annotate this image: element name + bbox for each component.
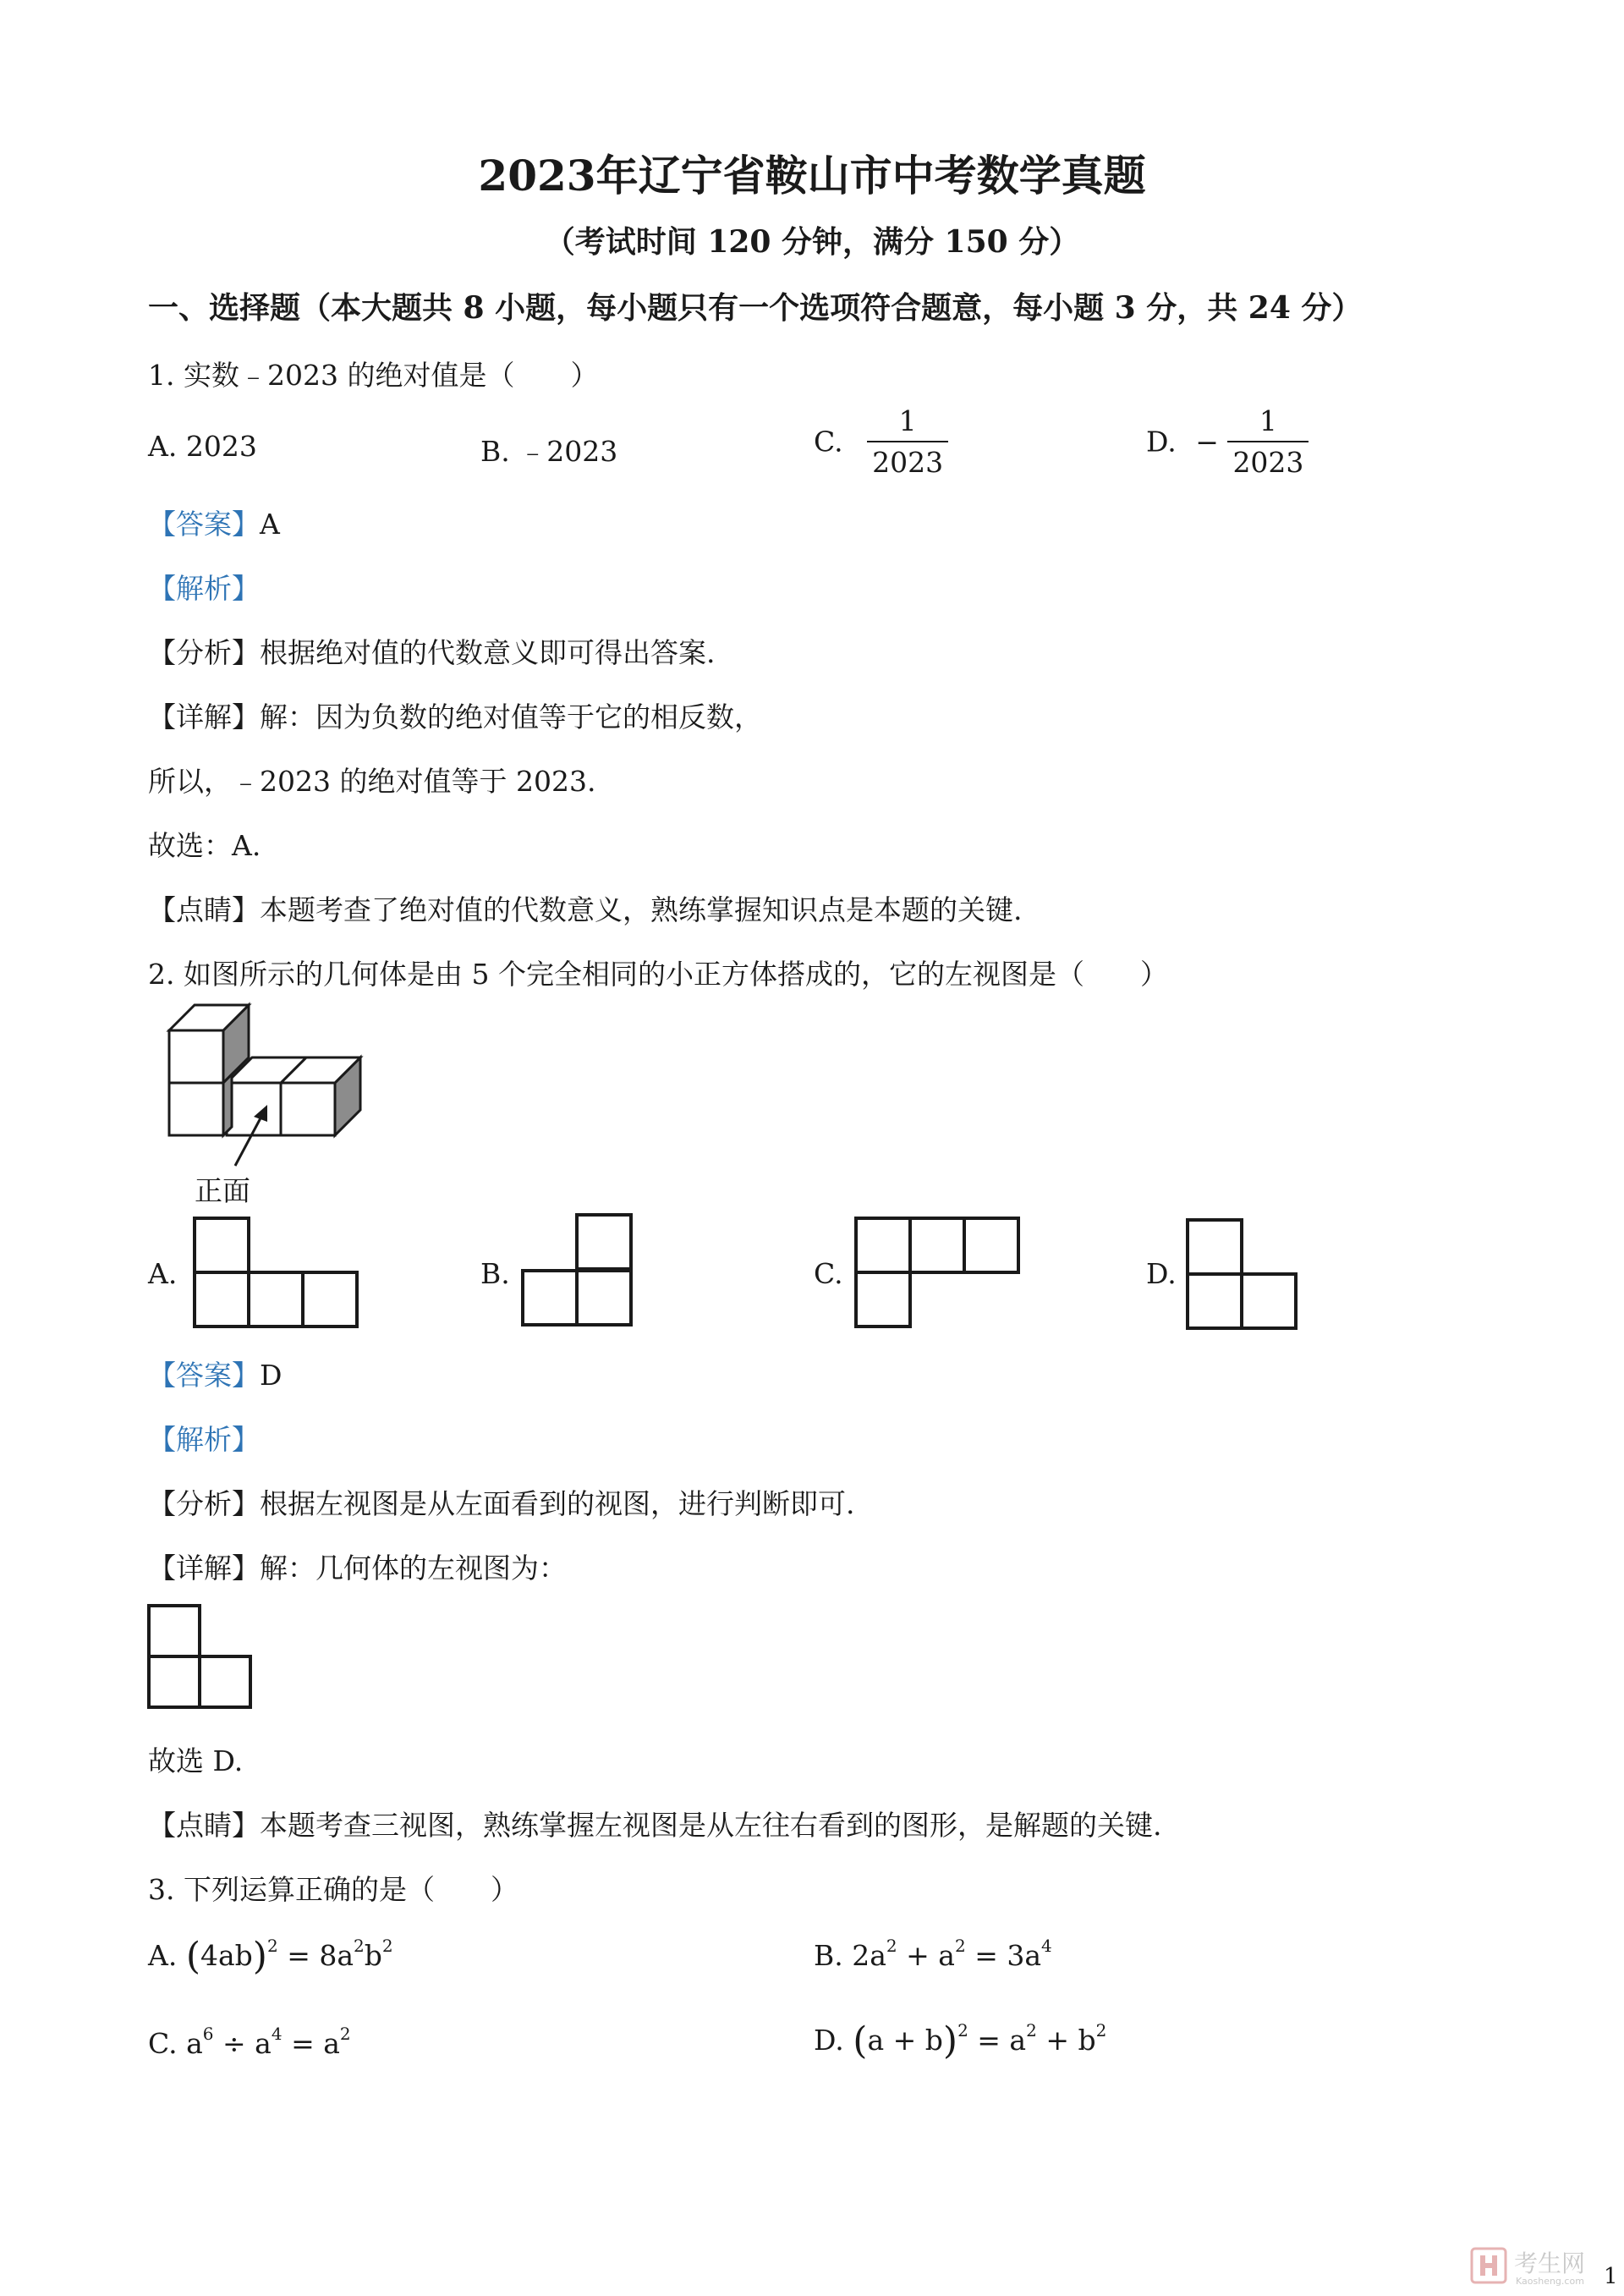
page-subtitle: （考试时间 120 分钟，满分 150 分） (544, 224, 1080, 260)
q3-option-a: A. $(4ab)^2 = 8a^2b^2$ (148, 1935, 393, 1978)
q1-xiangjie-text: 解：因为负数的绝对值等于它的相反数， (260, 700, 762, 733)
q3-option-b (814, 1936, 1052, 1972)
q3-option-d-exp: 2 (957, 2020, 968, 2041)
q1-stem: 1. 实数﹣2023 的绝对值是（ ） (148, 359, 599, 392)
q1-answer-value: A (260, 508, 280, 541)
q2-dianjing-tag: 【点睛】 (148, 1809, 260, 1842)
q1-option-b-text: ﹣2023 (518, 435, 618, 468)
q1-option-c-fraction (867, 404, 948, 479)
q2-option-c-label: C. (814, 1257, 843, 1290)
q3-option-a-lhs: 4ab (200, 1939, 253, 1972)
q3-option-d-label: D. (814, 2024, 844, 2057)
q3-option-b-t3: = 3a (974, 1939, 1042, 1972)
q3-stem: 3. 下列运算正确的是（ ） (148, 1873, 518, 1906)
q2-option-a-label: A. (148, 1257, 178, 1290)
cube-top-front (169, 1030, 223, 1083)
q2-answer-tag: 【答案】 (148, 1359, 260, 1392)
q3-option-d: D. $(a + b)^2 = a^2 + b^2$ (814, 2019, 1107, 2063)
q2-choice-line: 故选 D. (148, 1744, 244, 1777)
q2-answer-value: D (260, 1359, 283, 1392)
q2-option-d-label: D. (1146, 1257, 1177, 1290)
page-title: 2023年辽宁省鞍山市中考数学真题 (478, 151, 1146, 200)
q3-option-d-e2: 2 (1026, 2020, 1037, 2041)
q2-fenxi-tag: 【分析】 (148, 1487, 260, 1520)
q2-dianjing (148, 1804, 1162, 1843)
q2-answer (148, 1354, 282, 1393)
q3-option-b-e1: 2 (886, 1936, 897, 1956)
q2-xiangjie-tag: 【详解】 (148, 1552, 260, 1585)
q3-option-b-label: B. (814, 1939, 843, 1972)
q3-option-d-t2: = a (977, 2024, 1027, 2057)
q1-fenxi-tag: 【分析】 (148, 636, 260, 669)
q1-option-a (148, 430, 257, 463)
cube-middle-front (227, 1083, 281, 1135)
q3-option-a-exp: 2 (266, 1936, 278, 1956)
q1-option-a-text: 2023 (185, 430, 257, 463)
q1-answer (148, 503, 280, 542)
q2-fenxi (148, 1482, 855, 1522)
q2-option-b-label: B. (480, 1257, 510, 1290)
q1-option-c-denominator: 2023 (867, 441, 948, 479)
cube-left-front (169, 1083, 223, 1135)
q1-xiangjie-tag: 【详解】 (148, 700, 260, 733)
q3-option-d-t3: + b (1045, 2024, 1096, 2057)
q3-option-c-label: C. (148, 2027, 178, 2060)
section-heading: 一、选择题（本大题共 8 小题，每小题只有一个选项符合题意，每小题 3 分，共 24 分） (148, 290, 1363, 326)
q1-option-b (480, 430, 617, 470)
q1-xiangjie (148, 695, 762, 735)
q1-option-d-fraction (1227, 404, 1309, 479)
q1-option-d-numerator: 1 (1259, 404, 1277, 437)
q3-option-a-label: A. (148, 1939, 178, 1972)
watermark-text: 考生网 (1514, 2249, 1586, 2277)
q3-option-c-t3: = a (291, 2027, 340, 2060)
q2-dianjing-text: 本题考查三视图，熟练掌握左视图是从左往右看到的图形，是解题的关键. (260, 1809, 1162, 1842)
q1-jiexi: 【解析】 (148, 572, 260, 605)
q1-option-b-label: B. (480, 435, 510, 468)
q1-dianjing-text: 本题考查了绝对值的代数意义，熟练掌握知识点是本题的关键. (260, 893, 1023, 926)
watermark-logo-icon (1470, 2247, 1507, 2284)
q3-option-c-e1: 6 (202, 2024, 214, 2044)
q1-answer-tag: 【答案】 (148, 508, 260, 541)
q2-xiangjie-text: 解：几何体的左视图为： (260, 1552, 567, 1585)
q3-option-d-e3: 2 (1095, 2020, 1107, 2041)
q3-option-c-t1: a (186, 2027, 203, 2060)
q2-option-c-figure (854, 1217, 1032, 1335)
q2-stem: 2. 如图所示的几何体是由 5 个完全相同的小正方体搭成的，它的左视图是（ ） (148, 958, 1168, 991)
cube-right-front (281, 1083, 335, 1135)
watermark (1470, 2245, 1614, 2289)
q1-solution-line3: 故选：A. (148, 829, 261, 862)
q3-option-b-t1: 2a (852, 1939, 886, 1972)
q3-option-c-e3: 2 (339, 2024, 351, 2044)
q2-option-a-figure (193, 1217, 362, 1330)
q3-option-a-rhs-b: b (364, 1939, 382, 1972)
q1-option-d (1146, 404, 1309, 479)
q1-option-c-numerator: 1 (898, 404, 917, 437)
q1-option-d-label: D. (1146, 425, 1177, 459)
q3-option-b-t2: + a (906, 1939, 955, 1972)
q3-option-d-lhs: a + b (867, 2024, 943, 2057)
q2-option-d-figure (1186, 1218, 1304, 1337)
q1-solution-line2: 所以，﹣2023 的绝对值等于 2023. (148, 765, 596, 798)
q3-option-b-e3: 4 (1041, 1936, 1052, 1956)
q1-dianjing-tag: 【点睛】 (148, 893, 260, 926)
q1-option-c-label: C. (814, 425, 843, 459)
q1-option-a-label: A. (148, 430, 178, 463)
q1-fenxi (148, 631, 716, 671)
page-number: 1 (1604, 2264, 1618, 2289)
q3-option-c-t2: ÷ a (222, 2027, 272, 2060)
q2-option-b-figure (519, 1213, 638, 1332)
q1-option-d-sign: − (1195, 425, 1219, 459)
q1-option-c (814, 404, 948, 479)
watermark-url: Kaosheng.com (1516, 2276, 1584, 2287)
q3-option-a-rhs-exp2: 2 (381, 1936, 393, 1956)
q2-jiexi: 【解析】 (148, 1423, 260, 1456)
q3-option-a-rhs: = 8a (287, 1939, 354, 1972)
q2-figure-label: 正面 (195, 1174, 250, 1207)
q2-xiangjie (148, 1546, 567, 1586)
q2-fenxi-text: 根据左视图是从左面看到的视图，进行判断即可. (260, 1487, 855, 1520)
q2-solution-figure (147, 1604, 257, 1714)
q3-option-c-e2: 4 (271, 2024, 283, 2044)
q1-fenxi-text: 根据绝对值的代数意义即可得出答案. (260, 636, 716, 669)
q1-dianjing (148, 888, 1023, 928)
q3-option-c (148, 2024, 351, 2060)
q1-option-d-denominator: 2023 (1227, 441, 1309, 479)
q2-cube-figure (144, 998, 372, 1210)
q3-option-a-rhs-exp1: 2 (354, 1936, 365, 1956)
q3-option-b-e2: 2 (954, 1936, 966, 1956)
